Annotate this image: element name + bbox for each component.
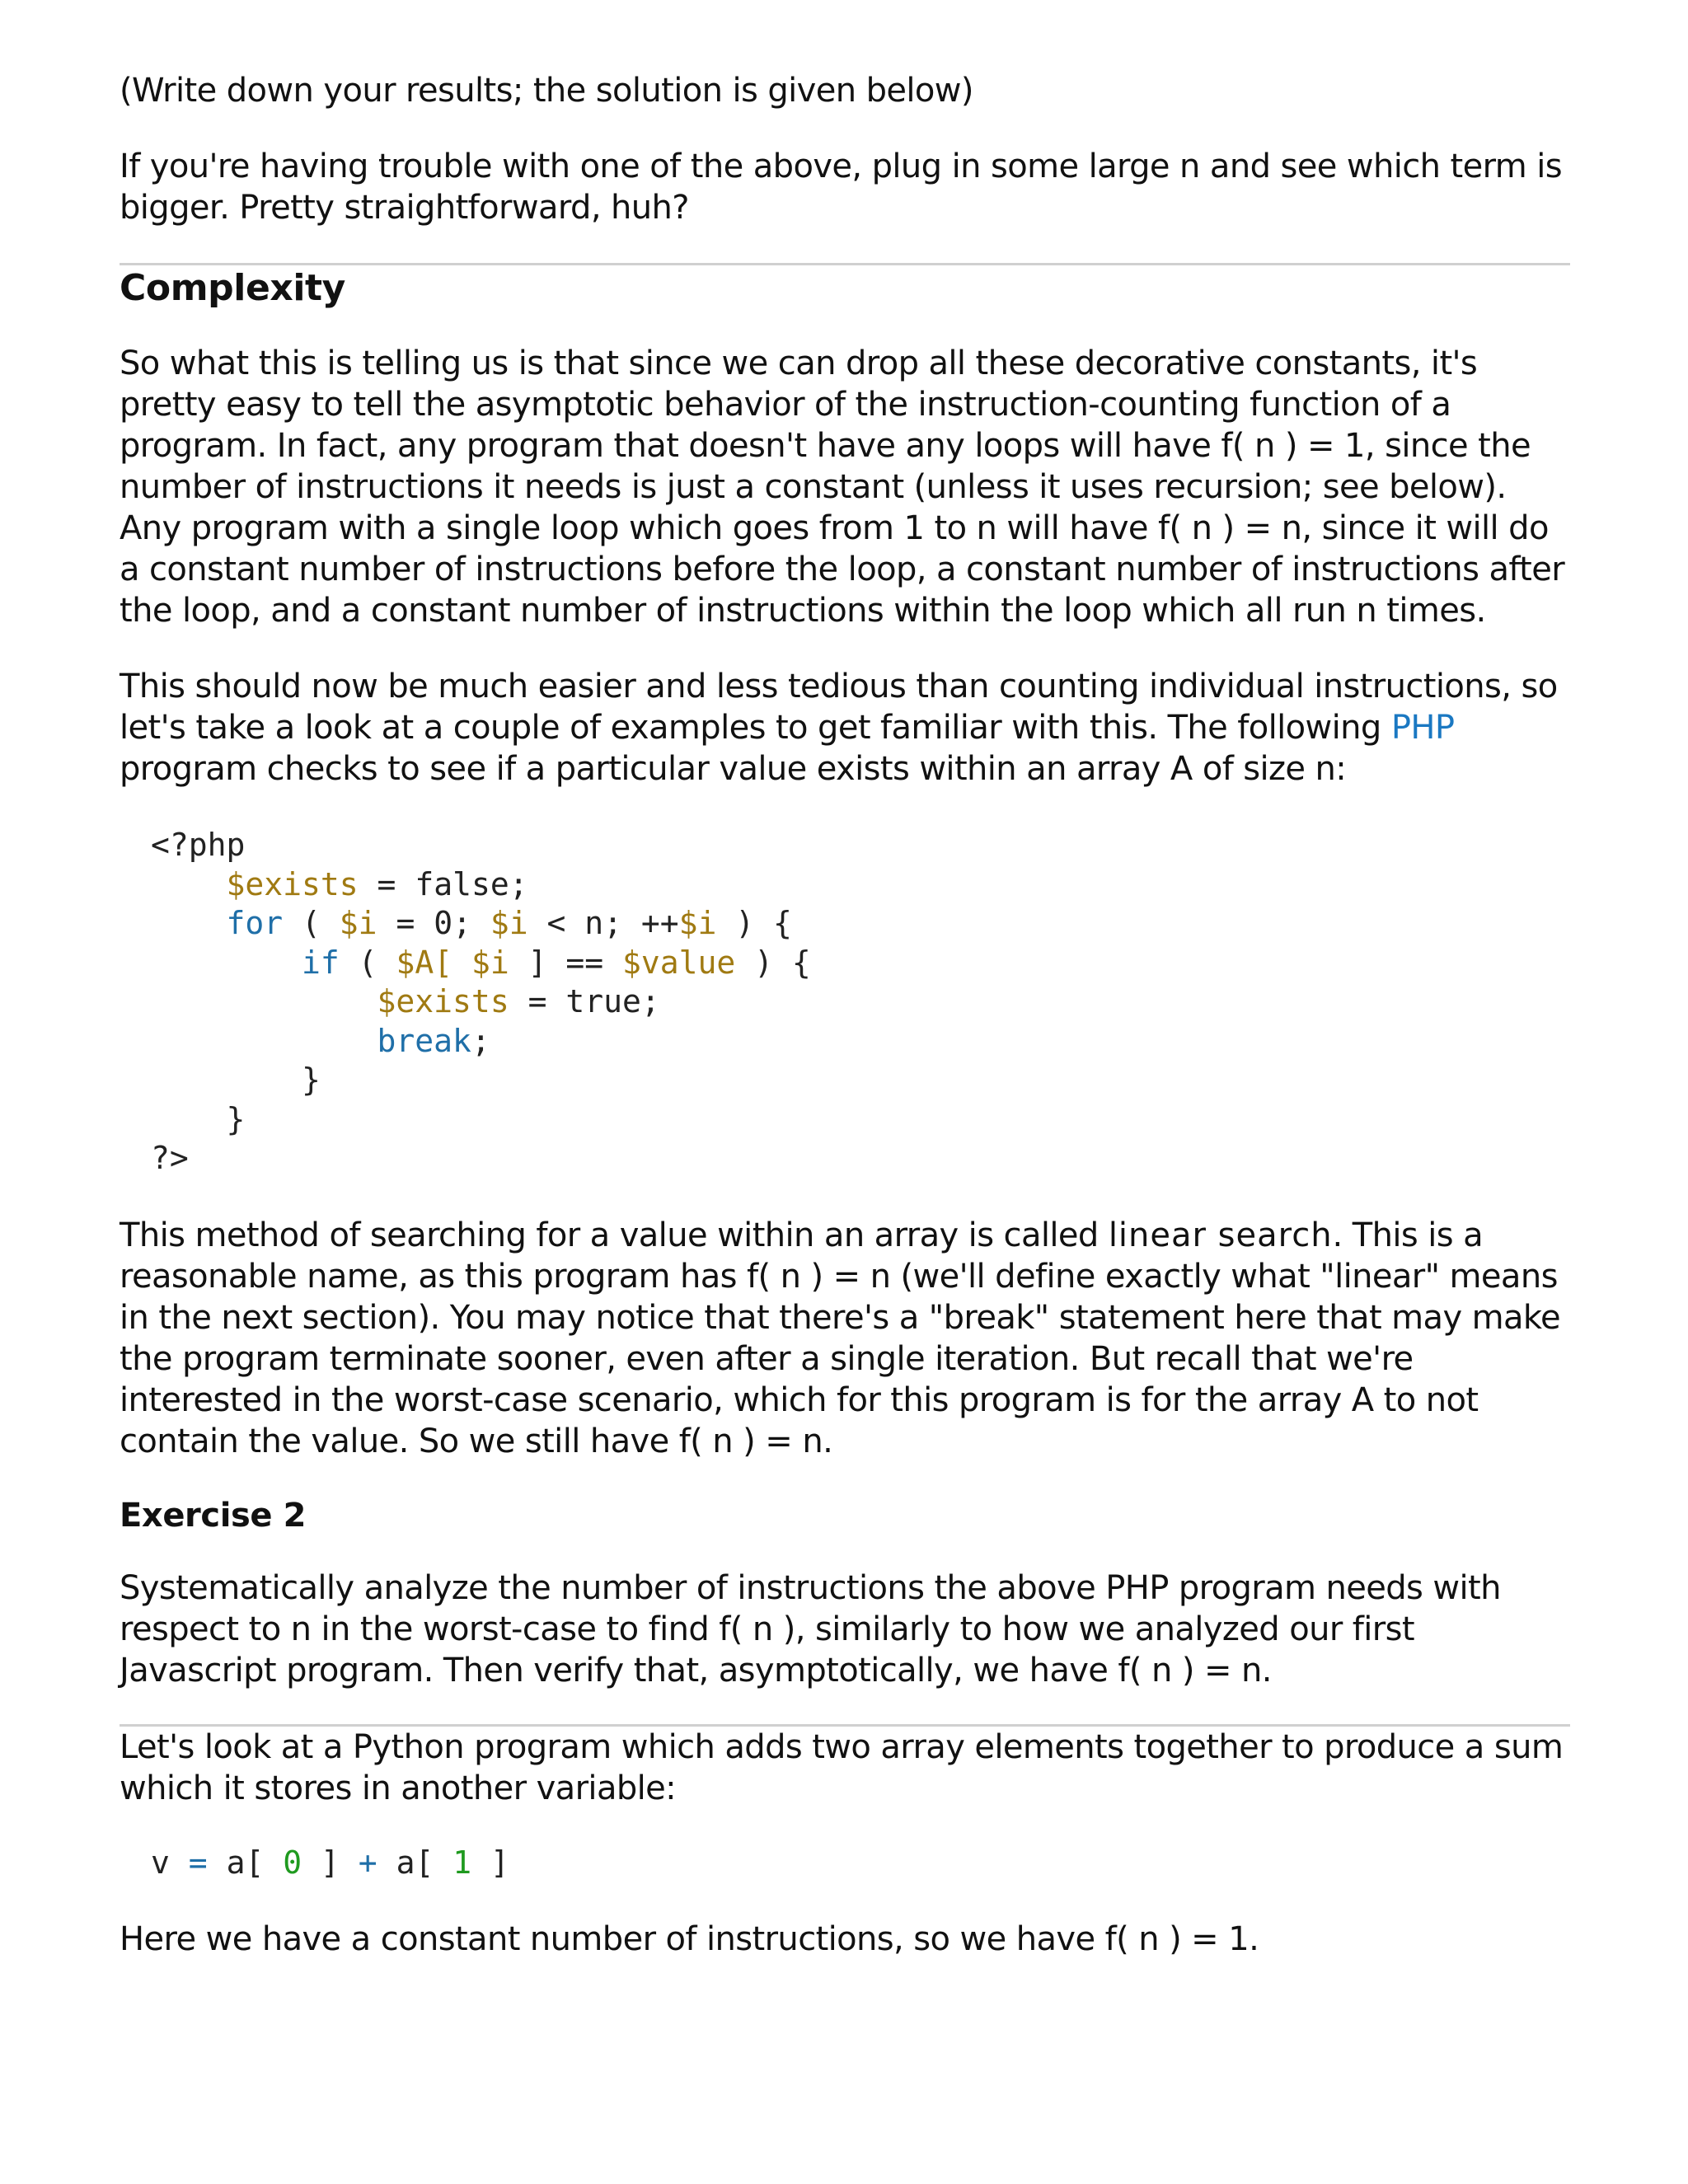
intro-paragraph-1: (Write down your results; the solution is given below) [120,72,973,110]
code-token: ] == [509,944,623,981]
code-token: break [377,1022,471,1059]
code-token: ) { [716,905,792,941]
code-token: $i [339,905,377,941]
code-token: ( [339,944,396,981]
paragraph-text: This method of searching for a value within an array is called [120,1216,1109,1254]
paragraph-text: This should now be much easier and less tedious than counting individual instructions, so let's take a look at a couple of examples to get familiar with this. The following [120,668,1558,747]
exercise-2-heading: Exercise 2 [120,1496,307,1535]
code-token: $A[ [396,944,453,981]
code-token: } [226,1100,246,1137]
code-token: <?php [151,827,246,863]
code-token: a[ [226,1844,265,1881]
code-token: = 0; [377,905,490,941]
code-token [452,944,471,981]
code-token: ?> [151,1140,189,1176]
code-token: if [302,944,340,981]
code-token: = [358,865,415,902]
code-token: v [151,1844,170,1881]
code-token: 1 [452,1844,472,1881]
code-token: $i [490,905,528,941]
code-token: ; [471,1022,490,1059]
code-token: true; [565,983,660,1019]
complexity-paragraph-3 [120,1215,1570,1462]
code-token: = [509,983,566,1019]
code-token: $i [678,905,717,941]
intro-paragraph-2: If you're having trouble with one of the above, plug in some large n and see which term is bigger. Pretty straightforward, huh? [120,148,1562,227]
code-token: = [188,1844,208,1881]
code-token: $i [471,944,509,981]
code-token: 0 [283,1844,302,1881]
python-code-block [120,1844,1570,1883]
code-token: ] [321,1844,340,1881]
code-token: for [226,905,284,941]
code-token: a[ [396,1844,434,1881]
python-paragraph-2: Here we have a constant number of instructions, so we have f( n ) = 1. [120,1920,1259,1958]
code-token: < n; ++ [528,905,679,941]
php-link[interactable]: PHP [1390,709,1455,747]
code-token: false; [415,865,528,902]
code-token: ( [283,905,340,941]
exercise-2-paragraph: Systematically analyze the number of instructions the above PHP program needs with respect to n in the worst-case to find f( n ), similarly to how we analyzed our first Javascript program. Then verify that, asymptotically, we have f( n ) = n. [120,1568,1501,1690]
complexity-paragraph-2 [120,666,1570,790]
code-token: $value [622,944,736,981]
python-paragraph-1: Let's look at a Python program which adds two array elements together to produce a sum which it stores in another variable: [120,1727,1564,1807]
code-token: + [358,1844,377,1881]
code-token: ) { [735,944,811,981]
paragraph-text: . This is a reasonable name, as this program has f( n ) = n (we'll define exactly what "linear" means in the next section). You may notice that there's a "break" statement here that may make the program terminate sooner, even after a single iteration. But recall that we're interested in the worst-case scenario, which for this program is for the array A to not contain the value. So we still have f( n ) = n. [120,1216,1561,1460]
article-content [120,70,1570,1993]
complexity-paragraph-1: So what this is telling us is that since we can drop all these decorative constants, it's pretty easy to tell the asymptotic behavior of the instruction-counting function of a program. In fact, any program that doesn't have any loops will have f( n ) = 1, since the number of instructions it needs is just a constant (unless it uses recursion; see below). Any program with a single loop which goes from 1 to n will have f( n ) = n, since it will do a constant number of instructions before the loop, a constant number of instructions after the loop, and a constant number of instructions within the loop which all run n times. [120,344,1565,630]
php-code-block [120,826,1570,1179]
code-token: $exists [377,983,509,1019]
code-token: ] [490,1844,509,1881]
complexity-heading: Complexity [120,267,345,309]
code-token: } [302,1062,321,1098]
code-token: $exists [226,865,359,902]
paragraph-text: program checks to see if a particular value exists within an array A of size n: [120,750,1347,788]
linear-search-term: linear search [1108,1216,1333,1254]
